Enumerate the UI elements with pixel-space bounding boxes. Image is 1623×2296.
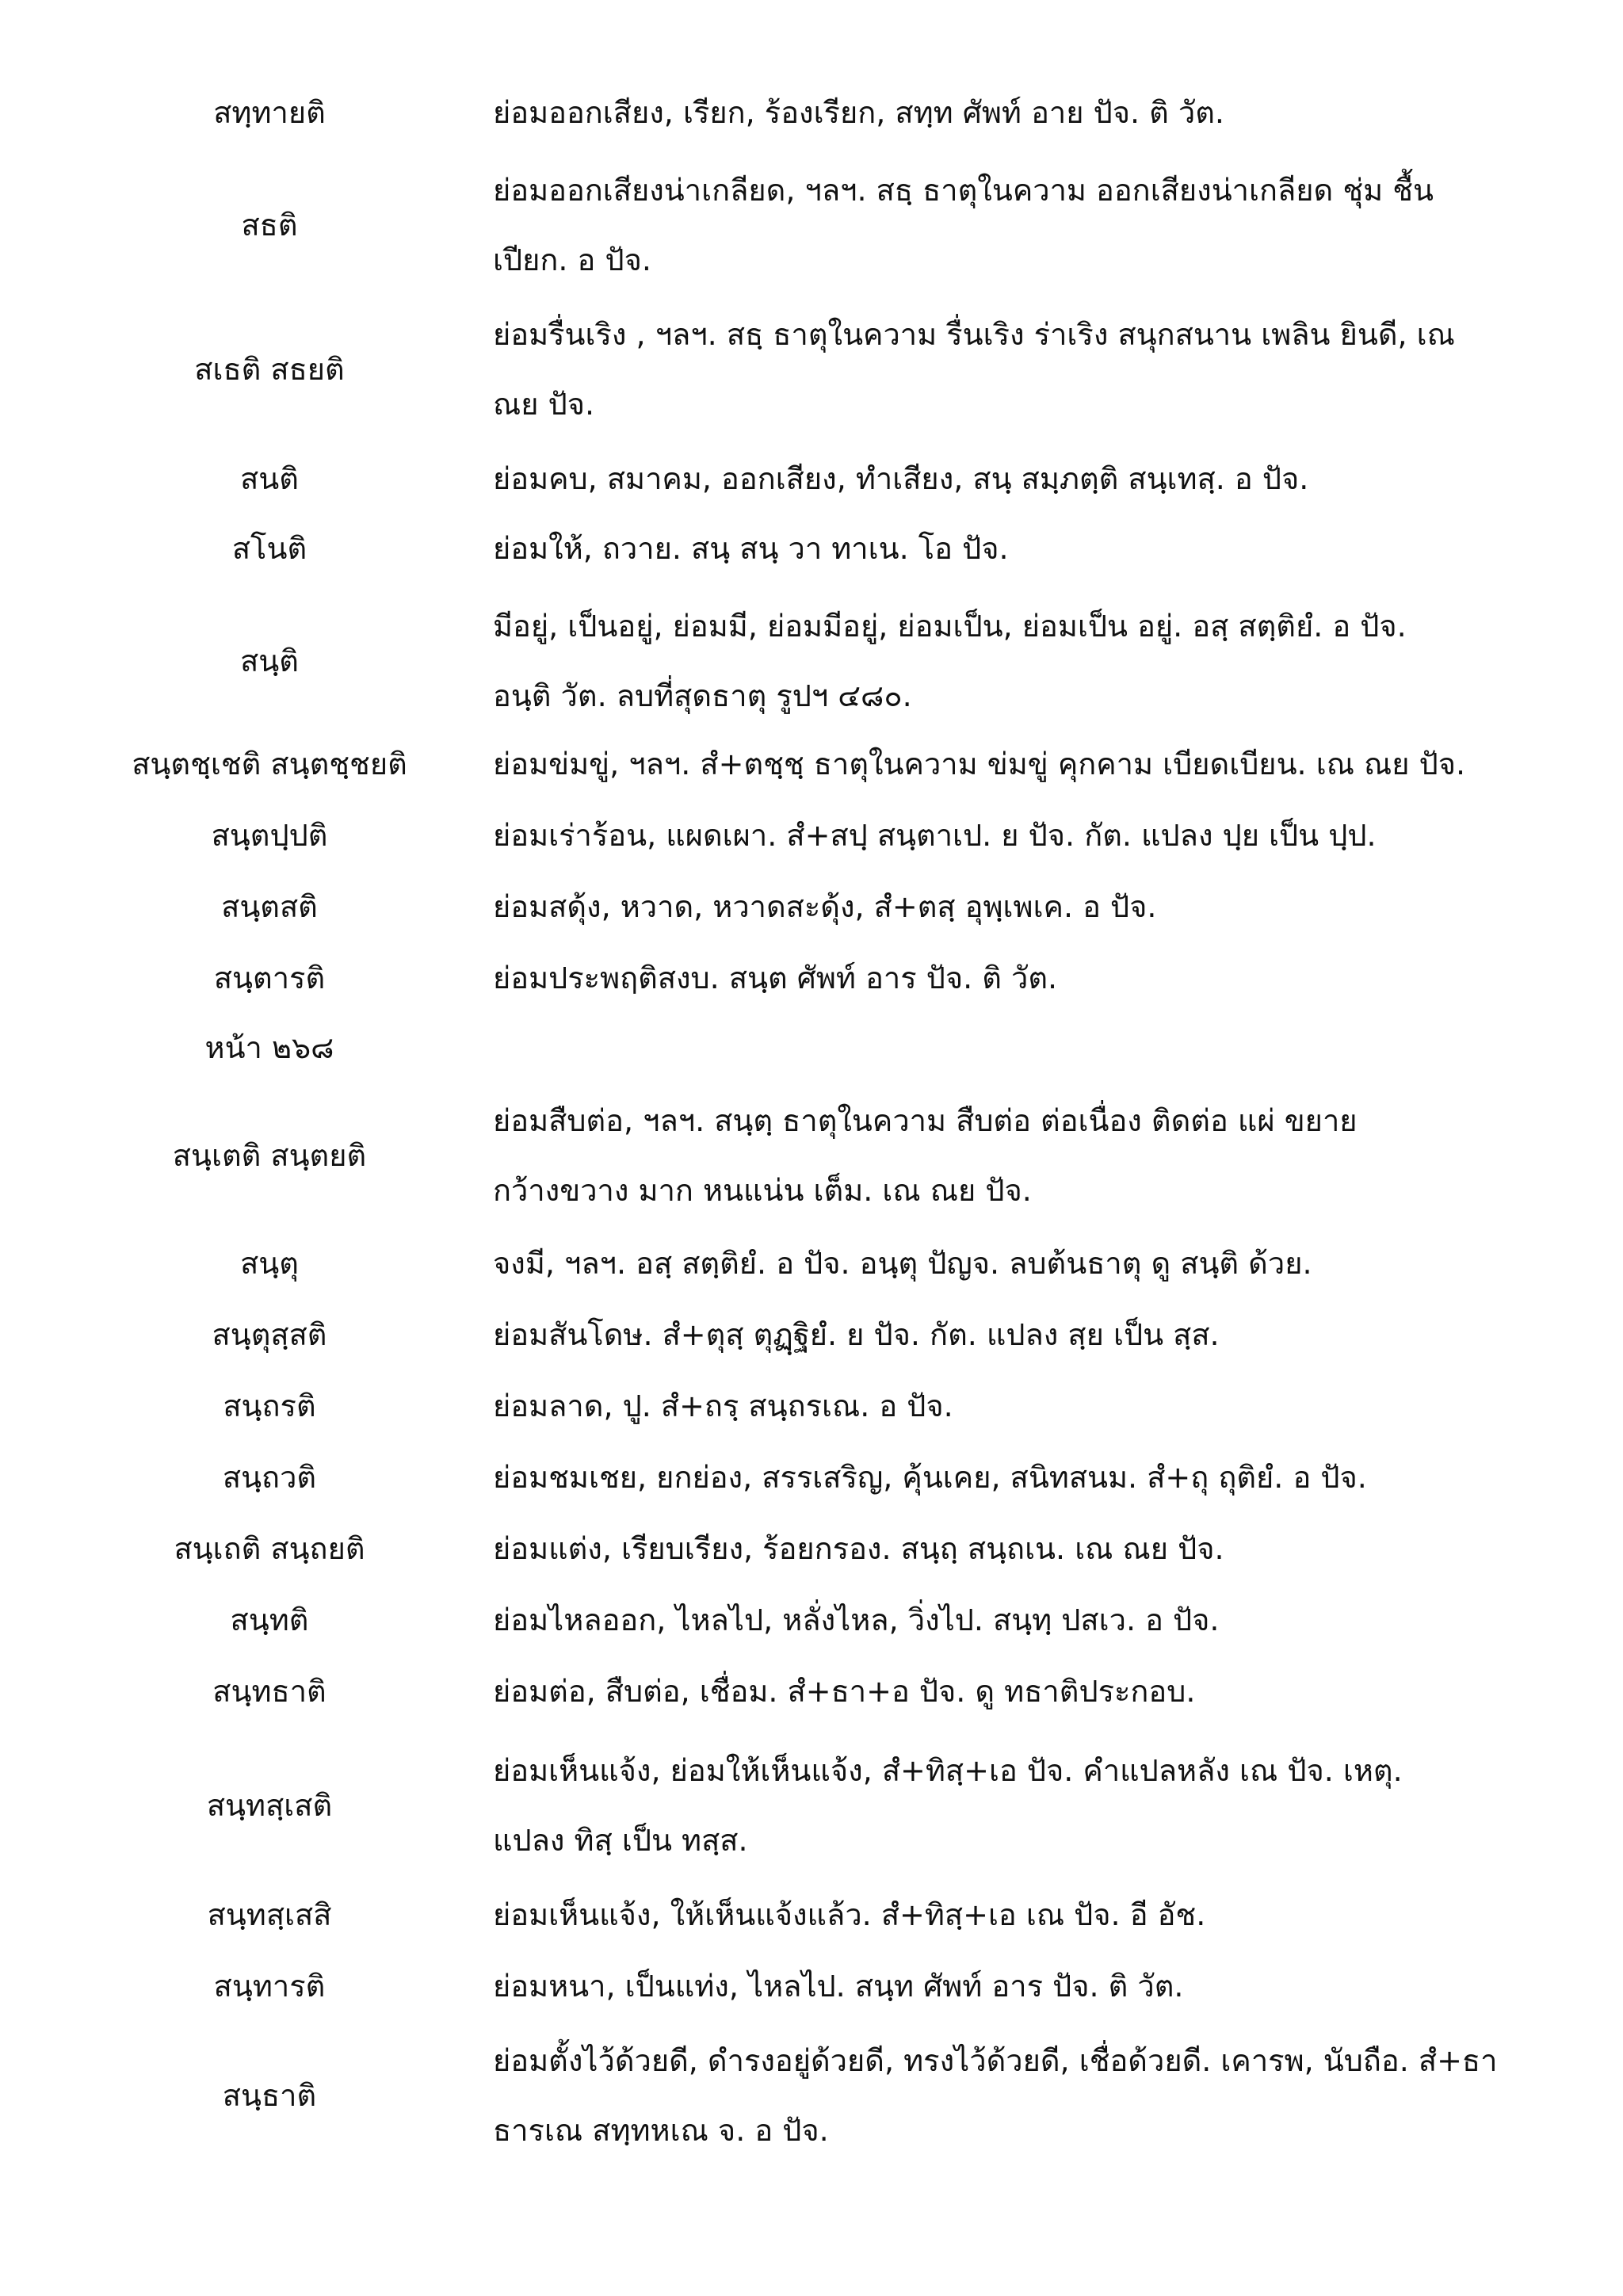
definition-line: ย่อมประพฤติสงบ. สนฺต ศัพท์ อาร ปัจ. ติ วัต. [493, 961, 1058, 995]
definition-line: ย่อมให้, ถวาย. สนฺ สนฺ วา ทาเน. โอ ปัจ. [493, 531, 1009, 566]
definition-line: ย่อมรื่นเริง , ฯลฯ. สธฺ ธาตุในความ รื่นเริง ร่าเริง สนุกสนาน เพลิน ยินดี, เณ [493, 317, 1455, 352]
definition-line: จงมี, ฯลฯ. อสฺ สตฺติยํ. อ ปัจ. อนฺตุ ปัญจ. ลบต้นธาตุ ดู สนฺติ ด้วย. [493, 1246, 1312, 1281]
definition-line: ย่อมสืบต่อ, ฯลฯ. สนฺตฺ ธาตุในความ สืบต่อ ต่อเนื่อง ติดต่อ แผ่ ขยาย [493, 1103, 1358, 1138]
entry-definition [493, 800, 1587, 870]
entry-term: สนฺเถติ สนฺถยติ [174, 1531, 365, 1566]
definition-line: ย่อมเห็นแจ้ง, ย่อมให้เห็นแจ้ง, สํ+ทิสฺ+เอ ปัจ. คำแปลหลัง เณ ปัจ. เหตุ. [493, 1753, 1403, 1788]
definition-line: ย่อมออกเสียง, เรียก, ร้องเรียก, สทฺท ศัพท์ อาย ปัจ. ติ วัต. [493, 95, 1224, 130]
entry-definition [493, 2026, 1587, 2165]
entry-definition [493, 78, 1587, 147]
entry-definition [493, 943, 1587, 1013]
definition-line: แปลง ทิสฺ เป็น ทสฺส. [493, 1823, 748, 1858]
entry-definition [493, 1736, 1587, 1875]
definition-line: ย่อมคบ, สมาคม, ออกเสียง, ทำเสียง, สนฺ สมฺภตฺติ สนฺเทสฺ. อ ปัจ. [493, 461, 1309, 496]
entry-term: สนฺทสฺเสสิ [207, 1897, 332, 1932]
definition-line: อนฺติ วัต. ลบที่สุดธาตุ รูปฯ ๔๘๐. [493, 678, 912, 713]
entry-definition [493, 1585, 1587, 1655]
entry-term: สนฺตสติ [221, 889, 318, 924]
entry-definition [493, 1300, 1587, 1370]
definition-line: ย่อมสันโดษ. สํ+ตุสฺ ตุฏฺฐิยํ. ย ปัจ. กัต. แปลง สฺย เป็น สฺส. [493, 1317, 1220, 1352]
entry-definition [493, 444, 1587, 514]
definition-line: ย่อมต่อ, สืบต่อ, เชื่อม. สํ+ธา+อ ปัจ. ดู ทธาติประกอบ. [493, 1674, 1196, 1709]
entry-term: สนฺตุสฺสติ [212, 1317, 327, 1352]
entry-term: สนฺทติ [230, 1603, 309, 1637]
entry-definition [493, 729, 1587, 799]
entry-term: สเธติ สธยติ [194, 352, 345, 387]
definition-line: ย่อมแต่ง, เรียบเรียง, ร้อยกรอง. สนฺถฺ สนฺถเน. เณ ณย ปัจ. [493, 1531, 1224, 1566]
definition-line: มีอยู่, เป็นอยู่, ย่อมมี, ย่อมมีอยู่, ย่อมเป็น, ย่อมเป็น อยู่. อสฺ สตฺติยํ. อ ปัจ. [493, 609, 1407, 644]
entry-term: สโนติ [231, 531, 307, 566]
entry-term: สนฺถรติ [223, 1389, 316, 1423]
entry-term: สนฺทารติ [213, 1969, 326, 2004]
entry-definition [493, 1880, 1587, 1950]
entry-definition [493, 155, 1587, 295]
definition-line: ย่อมข่มขู่, ฯลฯ. สํ+ตชฺชฺ ธาตุในความ ข่มขู่ คุกคาม เบียดเบียน. เณ ณย ปัจ. [493, 747, 1466, 781]
definition-line: ย่อมไหลออก, ไหลไป, หลั่งไหล, วิ่งไป. สนฺทฺ ปสเว. อ ปัจ. [493, 1603, 1220, 1637]
entry-term: สนฺถวติ [222, 1460, 317, 1495]
entry-definition [493, 514, 1587, 583]
definition-line: เปียก. อ ปัจ. [493, 243, 651, 277]
definition-line: กว้างขวาง มาก หนแน่น เต็ม. เณ ณย ปัจ. [493, 1173, 1032, 1208]
page-number-marker: หน้า ๒๖๘ [204, 1030, 334, 1065]
entry-definition [493, 1442, 1587, 1512]
entry-term: สธติ [241, 208, 298, 243]
entry-term: สนฺตารติ [213, 961, 326, 995]
entry-definition [493, 591, 1587, 731]
entry-term: สนติ [240, 461, 299, 496]
definition-line: ย่อมออกเสียงน่าเกลียด, ฯลฯ. สธฺ ธาตุในความ ออกเสียงน่าเกลียด ชุ่ม ชื้น [493, 173, 1434, 208]
entry-term: สนฺทสฺเสติ [206, 1788, 333, 1823]
definition-line: ณย ปัจ. [493, 387, 595, 422]
definition-line: ย่อมตั้งไว้ด้วยดี, ดำรงอยู่ด้วยดี, ทรงไว้ด้วยดี, เชื่อด้วยดี. เคารพ, นับถือ. สํ+ธา [493, 2043, 1498, 2078]
entry-definition [493, 1228, 1587, 1298]
entry-term: สนฺติ [240, 644, 299, 678]
entry-term: สนฺตปฺปติ [211, 818, 328, 853]
entry-term: สนฺธาติ [222, 2078, 317, 2113]
entry-term: สนฺตชฺเชติ สนฺตชฺชยติ [132, 747, 407, 781]
entry-definition [493, 1086, 1587, 1225]
entry-definition [493, 1371, 1587, 1441]
entry-definition [493, 1951, 1587, 2021]
definition-line: ย่อมสดุ้ง, หวาด, หวาดสะดุ้ง, สํ+ตสฺ อุพฺเพเค. อ ปัจ. [493, 889, 1157, 924]
definition-line: ย่อมเร่าร้อน, แผดเผา. สํ+สปฺ สนฺตาเป. ย ปัจ. กัต. แปลง ปฺย เป็น ปฺป. [493, 818, 1377, 853]
entry-definition [493, 1656, 1587, 1726]
definition-line: ย่อมหนา, เป็นแท่ง, ไหลไป. สนฺท ศัพท์ อาร ปัจ. ติ วัต. [493, 1969, 1184, 2004]
definition-line: ย่อมลาด, ปู. สํ+ถรฺ สนฺถรเณ. อ ปัจ. [493, 1389, 953, 1423]
entry-term: สนฺทธาติ [212, 1674, 327, 1709]
entry-term: สทฺทายติ [213, 95, 326, 130]
definition-line: ธารเณ สทฺทหเณ จ. อ ปัจ. [493, 2113, 829, 2148]
definition-line: ย่อมชมเชย, ยกย่อง, สรรเสริญ, คุ้นเคย, สนิทสนม. สํ+ถุ ถุติยํ. อ ปัจ. [493, 1460, 1367, 1495]
entry-term: สนฺเตติ สนฺตยติ [172, 1138, 367, 1173]
entry-definition [493, 300, 1587, 439]
definition-line: ย่อมเห็นแจ้ง, ให้เห็นแจ้งแล้ว. สํ+ทิสฺ+เอ เณ ปัจ. อี อัช. [493, 1897, 1206, 1932]
entry-definition [493, 1514, 1587, 1584]
entry-definition [493, 872, 1587, 942]
entry-term: สนฺตุ [240, 1246, 299, 1281]
